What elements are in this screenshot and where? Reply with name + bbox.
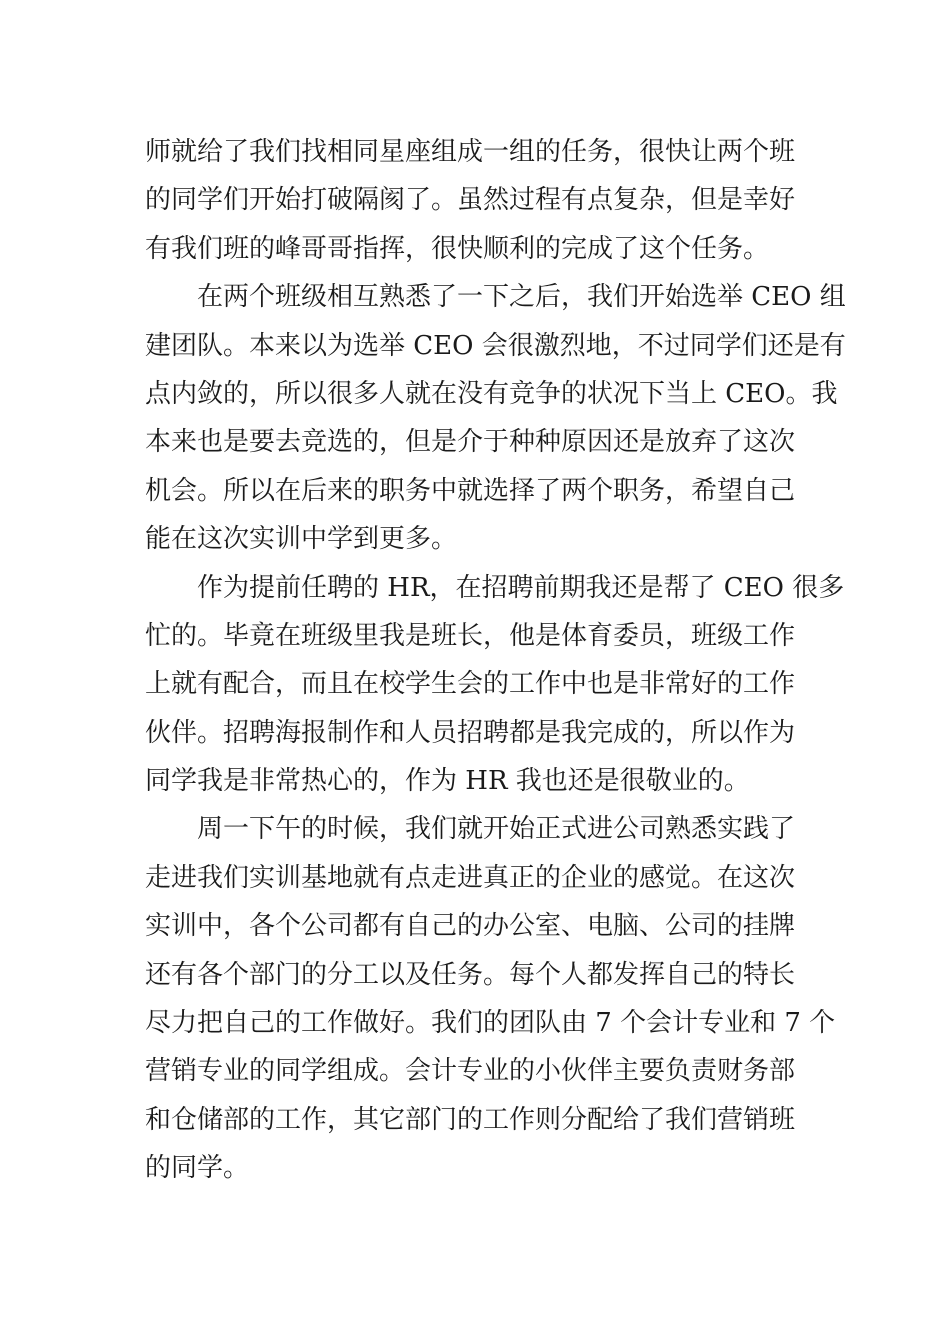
paragraph-first-line: 周一下午的时候，我们就开始正式进公司熟悉实践了 [197, 814, 796, 845]
paragraph-line: 本来也是要去竞选的，但是介于种种原因还是放弃了这次 [145, 427, 796, 458]
paragraph-line: 营销专业的同学组成。会计专业的小伙伴主要负责财务部 [145, 1056, 796, 1087]
paragraph-line: 走进我们实训基地就有点走进真正的企业的感觉。在这次 [145, 862, 796, 893]
paragraph-line: 同学我是非常热心的，作为 HR 我也还是很敬业的。 [145, 766, 750, 797]
paragraph-line: 还有各个部门的分工以及任务。每个人都发挥自己的特长 [145, 959, 796, 990]
paragraph-line: 伙伴。招聘海报制作和人员招聘都是我完成的，所以作为 [145, 717, 796, 748]
paragraph-line: 尽力把自己的工作做好。我们的团队由 7 个会计专业和 7 个 [145, 1008, 836, 1039]
paragraph-1 [145, 128, 810, 273]
document-body [145, 128, 846, 1193]
paragraph-3 [145, 564, 845, 806]
paragraph-line: 师就给了我们找相同星座组成一组的任务，很快让两个班 [145, 137, 796, 167]
paragraph-line: 建团队。本来以为选举 CEO 会很激烈地，不过同学们还是有 [145, 330, 846, 361]
paragraph-line: 的同学们开始打破隔阂了。虽然过程有点复杂，但是幸好 [145, 185, 796, 216]
paragraph-line: 实训中，各个公司都有自己的办公室、电脑、公司的挂牌 [145, 911, 796, 942]
paragraph-line: 和仓储部的工作，其它部门的工作则分配给了我们营销班 [145, 1104, 796, 1135]
paragraph-line: 点内敛的，所以很多人就在没有竞争的状况下当上 CEO。我 [145, 378, 838, 409]
paragraph-line: 的同学。 [145, 1153, 250, 1184]
paragraph-first-line: 作为提前任聘的 HR，在招聘前期我还是帮了 CEO 很多 [197, 572, 845, 603]
paragraph-line: 忙的。毕竟在班级里我是班长，他是体育委员，班级工作 [145, 620, 796, 651]
paragraph-4 [145, 805, 836, 1192]
paragraph-line: 能在这次实训中学到更多。 [145, 524, 458, 555]
paragraph-first-line: 在两个班级相互熟悉了一下之后，我们开始选举 CEO 组 [197, 282, 846, 313]
paragraph-line: 机会。所以在后来的职务中就选择了两个职务，希望自己 [145, 475, 796, 506]
paragraph-line: 有我们班的峰哥哥指挥，很快顺利的完成了这个任务。 [145, 233, 770, 264]
paragraph-2 [145, 273, 846, 563]
paragraph-line: 上就有配合，而且在校学生会的工作中也是非常好的工作 [145, 669, 796, 700]
